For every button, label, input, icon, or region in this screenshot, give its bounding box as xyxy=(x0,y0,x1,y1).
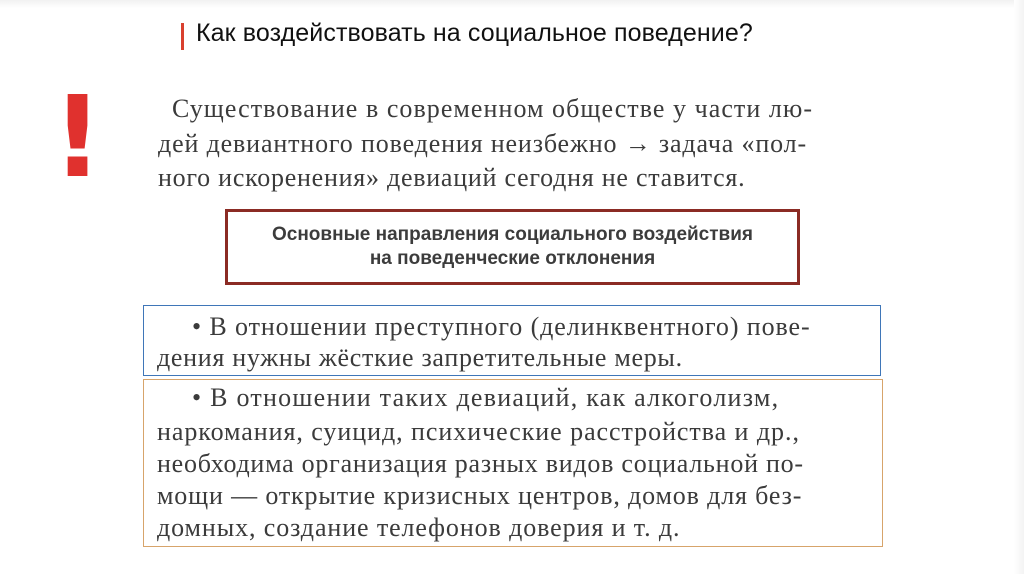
intro-line: дей девиантного поведения неизбежно → задача «пол- xyxy=(158,129,807,158)
bullet-line: наркомания, суицид, психические расстройства и др., xyxy=(157,417,800,446)
right-edge-shadow xyxy=(1014,0,1024,574)
exclamation-icon: ! xyxy=(52,73,104,203)
intro-line: Существование в современном обществе у части лю- xyxy=(172,94,814,123)
criminal-behavior-box xyxy=(143,305,881,376)
heading-line: Основные направления социального воздействия xyxy=(271,224,754,245)
intro-line: ного искоренения» девиаций сегодня не ставится. xyxy=(158,163,746,192)
bullet-line: необходима организация разных видов социальной по- xyxy=(157,449,804,478)
social-help-box xyxy=(143,379,883,547)
directions-heading-box xyxy=(225,209,800,285)
title-accent-bar xyxy=(181,23,184,50)
bullet-line: • В отношении таких девиаций, как алкоголизм, xyxy=(192,383,780,412)
top-edge-shadow xyxy=(0,0,1024,8)
heading-line: на поведенческие отклонения xyxy=(369,248,656,269)
bullet-line: • В отношении преступного (делинквентного) пове- xyxy=(192,312,811,341)
bullet-line: дения нужны жёсткие запретительные меры. xyxy=(157,343,683,372)
slide-title: Как воздействовать на социальное поведение? xyxy=(196,19,753,47)
bullet-line: домных, создание телефонов доверия и т. д. xyxy=(157,513,681,542)
bullet-line: мощи — открытие кризисных центров, домов для без- xyxy=(157,481,803,510)
